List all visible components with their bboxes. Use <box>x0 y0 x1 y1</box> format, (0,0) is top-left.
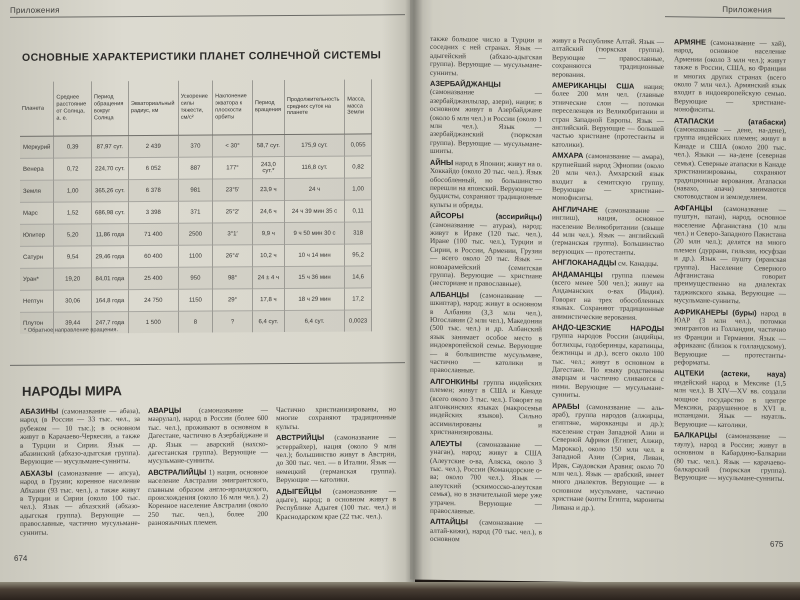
entry-headword: АРАБЫ <box>552 401 580 411</box>
table-footnote: * Обратное направление вращения. <box>24 327 119 334</box>
planet-value-cell: 17,8 ч <box>252 289 284 311</box>
planet-value-cell: 15 ч 36 мин <box>284 266 344 288</box>
encyclopedia-entry <box>430 35 542 79</box>
right-text-column-1 <box>430 35 542 548</box>
planet-value-cell: 8 <box>178 311 212 333</box>
entry-headword: АЦТЕКИ (астеки, науа) <box>674 368 786 380</box>
planet-row <box>20 244 372 268</box>
encyclopedia-entry <box>430 291 542 377</box>
entry-headword: АЛГОНКИНЫ <box>430 376 479 387</box>
entry-headword: АЙНЫ <box>430 157 454 167</box>
entry-headword: АЛЕУТЫ <box>430 438 462 448</box>
planet-value-cell: 24,6 ч <box>252 201 284 223</box>
planet-value-cell: 1,00 <box>345 178 372 200</box>
entry-text: (самоназвание — таулу), народ в России; живут в основном в Кабардино-Балкарии (80 тыс. чел.). Язык — карачаево-балкарский (тюркская группа). Верующие — мусульмане-сунниты. <box>674 432 786 484</box>
encyclopedia-entry <box>552 270 664 322</box>
entry-headword: БАЛКАРЦЫ <box>674 430 718 441</box>
planet-value-cell: 950 <box>178 267 212 289</box>
planet-value-cell: 9,54 <box>54 246 92 268</box>
planet-value-cell: 9,9 ч <box>252 223 284 245</box>
planet-name-cell: Сатурн <box>20 246 54 268</box>
entry-headword: АМЕРИКАНЦЫ США <box>552 80 635 91</box>
encyclopedia-entry <box>674 38 786 115</box>
planet-value-cell: 24 750 <box>128 289 178 311</box>
encyclopedia-entry <box>552 37 664 81</box>
planet-value-cell: 24 ч <box>284 178 344 200</box>
entry-text: народ в Японии; живут на о. Хоккайдо (около 20 тыс. чел.). Язык обособленный, но большинство перешли на японский. Верующие — буддисты, сохраняют традиционные культы и обряды. <box>430 158 543 210</box>
entry-headword: АРМЯНЕ <box>674 37 706 47</box>
entry-text: также большое число в Турции и соседних с ней странах. Язык — адыгейский (абхазо-адыгская группа). Верующие — мусульмане-сунниты. <box>430 34 542 77</box>
planet-value-cell: 10 ч 14 мин <box>284 244 344 266</box>
section-rule <box>10 362 405 366</box>
table-column-header: Экваториальный радиус, км <box>128 81 178 136</box>
planet-name-cell: Меркурий <box>20 136 54 158</box>
encyclopedia-entry <box>674 370 786 430</box>
right-text-column-3 <box>674 38 786 486</box>
planet-row <box>20 178 372 202</box>
planet-value-cell: 247,7 года <box>91 312 128 334</box>
table-header-row <box>20 79 372 136</box>
entry-headword: АДЫГЕЙЦЫ <box>276 486 322 496</box>
entry-headword: АНДО-ЦЕЗСКИЕ НАРОДЫ <box>552 322 664 334</box>
planet-name-cell: Марс <box>20 202 54 224</box>
planet-value-cell: 0,39 <box>54 136 92 158</box>
planet-value-cell: 71 400 <box>128 223 178 245</box>
entry-headword: АЛТАЙЦЫ <box>430 517 468 527</box>
book-spine-shadow <box>405 0 423 585</box>
encyclopedia-entry <box>430 518 542 545</box>
planet-value-cell: 318 <box>345 222 372 244</box>
entry-text: (самоназвание — абаза), народ (в России — 33 тыс. чел., за рубежом — 10 тыс.); в основном живут в Карачаево-Черкесии, а также в Турции и Сирии. Язык — абазинский (абхазо-адыгская группа). Верующие — мусульмане-сунниты. <box>20 407 140 467</box>
planet-value-cell: 24 ч 39 мин 35 с <box>284 200 344 222</box>
planet-value-cell: 10,2 ч <box>252 245 284 267</box>
planet-value-cell: 243,0 сут.* <box>252 157 284 179</box>
table-column-header: Ускорение силы тяжести, см/с² <box>178 81 212 136</box>
running-head-right: Приложения <box>722 4 772 15</box>
planet-value-cell: 19,20 <box>54 268 92 290</box>
encyclopedia-entry <box>276 487 396 521</box>
encyclopedia-entry <box>430 80 542 157</box>
entry-text: индейский народ в Мексике (1,5 млн чел.). В XIV—XV вв. создали мощное государство в центре Мексики, разрушенное в XVI в. испанцами. Язык — науатль. Верующие — католики. <box>674 378 786 430</box>
entry-headword: АЗЕРБАЙДЖАНЦЫ <box>430 78 501 89</box>
planet-value-cell: 9 ч 50 мин 30 с <box>284 222 344 244</box>
planet-value-cell: 95,2 <box>345 244 372 266</box>
planet-row <box>20 134 372 158</box>
planet-value-cell: 177° <box>213 157 253 179</box>
entry-headword: АБХАЗЫ <box>20 468 53 478</box>
planet-value-cell: 14,6 <box>345 266 372 288</box>
planet-value-cell: 25°2′ <box>213 201 253 223</box>
planet-value-cell: 6,4 сут. <box>284 310 344 332</box>
entry-headword: АВСТРИЙЦЫ <box>276 432 325 443</box>
entry-headword: АФРИКАНЕРЫ (буры) <box>674 306 757 317</box>
planet-value-cell: 30,06 <box>54 290 92 312</box>
planet-name-cell: Венера <box>20 158 54 180</box>
planet-value-cell: 60 400 <box>128 245 178 267</box>
table-column-header: Период обращения вокруг Солнца <box>91 81 128 136</box>
entry-headword: АНГЛОКАНАДЦЫ <box>552 257 617 268</box>
entry-headword: АМХАРА <box>552 150 584 161</box>
encyclopedia-entry <box>674 308 786 368</box>
encyclopedia-entry <box>20 469 140 537</box>
entry-text: (самоназвание — атурая), народ; живут в Ираке (120 тыс. чел.), Иране (100 тыс. чел.), Турции и Сирии, в России, Армении, Грузии — всего около 20 тыс. Язык — новоарамейский (семитская группа). Верующие — христиане (несториане и православные). <box>430 220 542 289</box>
left-text-column-3 <box>276 405 396 524</box>
planet-value-cell: 0,82 <box>345 156 372 178</box>
entry-text: (самоназвание — пуштун, патан), народ, основное население Афганистана (10 млн чел.) и Северо-Западного Пакистана (20 млн чел.); делятся на много племен (дуррани, гильзаи, юсуфзаи и др.). Язык — пушту (иранская группа). Население Северного Афганистана говорит преимущественно на диалектах таджикского языка. Верующие — мусульмане-сунниты. <box>674 204 786 306</box>
entry-text: Частично христианизированы, но многие сохраняют традиционные культы. <box>276 405 396 431</box>
page-number-right: 675 <box>770 539 784 549</box>
entry-headword: АВСТРАЛИЙЦЫ <box>148 467 207 477</box>
page-edges <box>0 582 800 600</box>
entry-text: (самоназвание — адыге), народ; в основном живут в Республике Адыгея (100 тыс. чел.) и Краснодарском крае (22 тыс. чел.). <box>276 486 396 521</box>
table-column-header: Продолжительность средних суток на планете <box>284 80 344 135</box>
entry-text: (самоназвание — шкиптар), народ; живут в основном в Албании (3,3 млн чел.), Югославии (2 млн чел.), Македонии (500 тыс. чел.) и др. Албанский язык занимает особое место в индоевропейской семье. Верующие — в большинстве мусульмане, частично — католики и православные. <box>430 291 542 375</box>
encyclopedia-entry <box>674 117 786 203</box>
left-text-column-2 <box>148 406 268 531</box>
encyclopedia-entry <box>552 324 664 401</box>
planet-value-cell: 84,01 года <box>91 268 128 290</box>
entry-text: см. Канадцы. <box>618 259 659 269</box>
entry-text: (самоназвание — эстеррайхер), нация (около 9 млн чел.); большинство живут в Австрии, до 300 тыс. чел. — в Италии. Язык — немецкий (германская группа). Верующие — католики. <box>276 433 396 485</box>
table-title: ОСНОВНЫЕ ХАРАКТЕРИСТИКИ ПЛАНЕТ СОЛНЕЧНОЙ СИСТЕМЫ <box>22 49 382 64</box>
running-head-left: Приложения <box>10 5 60 15</box>
right-page <box>410 0 800 585</box>
planet-value-cell: < 30° <box>213 135 253 157</box>
encyclopedia-entry <box>552 205 664 257</box>
planet-name-cell: Земля <box>20 180 54 202</box>
planet-value-cell: 365,26 сут. <box>91 180 128 202</box>
section-title: НАРОДЫ МИРА <box>22 383 122 399</box>
planet-value-cell: 18 ч 29 мин <box>284 288 344 310</box>
entry-text: (самоназвание — алтай-кижи), народ (70 тыс. чел.), в основном <box>430 518 542 544</box>
encyclopedia-entry <box>430 440 542 517</box>
planet-value-cell: 164,8 года <box>91 290 128 312</box>
entry-headword: АТАПАСКИ (атабаски) <box>674 115 786 127</box>
encyclopedia-entry <box>552 259 664 269</box>
planet-value-cell: 23,9 ч <box>252 179 284 201</box>
planet-name-cell: Уран* <box>20 268 54 290</box>
header-rule-right <box>665 16 785 19</box>
entry-text: (самоназвание — маарулал), народ в России (более 600 тыс. чел.), проживают в основном в Дагестане, частично в Азербайджане и др. Язык — аварский (нахско-дагестанская группа). Верующие — мусульмане-сунниты. <box>148 406 268 466</box>
planet-value-cell: ? <box>213 311 253 333</box>
entry-text: (самоназвание — апсуа), народ в Грузии; коренное население Абхазии (93 тыс. чел.), а также живут в Турции и Сирии (около 100 тыс. чел.). Язык — абхазский (абхазо-адыгская группа). Верующие — православные, частично мусульмане-сунниты. <box>20 468 141 537</box>
planet-value-cell: 0,72 <box>54 158 92 180</box>
encyclopedia-entry <box>148 406 268 466</box>
entry-text: группа народов России (андийцы, ботлихцы, годоберинцы, каратинцы, бежтинцы и др.), всего около 100 тыс. чел.; живут в основном в Дагестане. По языку родственны аварцам и частично сливаются с ними. Верующие — мусульмане-сунниты. <box>552 331 664 400</box>
planet-value-cell: 224,70 сут. <box>91 158 128 180</box>
table-column-header: Наклонение экватора к плоскости орбиты <box>213 80 253 135</box>
entry-text: (самоназвание — хай), народ, основное население Армении (около 3 млн чел.); живут также в России, США, во Франции и многих других странах (всего около 7 млн чел.). Армянский язык входит в индоевропейскую семью. Верующие — христиане-монофиситы. <box>674 38 786 115</box>
entry-headword: АНДАМАНЦЫ <box>552 269 603 279</box>
entry-text: (самоназвание — аль-араб), группа народов (алжирцы, египтяне, марокканцы и др.); население стран Западной Азии и Северной Африки (Египет, Алжир, Марокко), около 150 млн чел. в Западной Азии (Сирия, Ливан, Ирак, Саудовская Аравия; около 70 млн чел.). Язык — арабский, имеет много диалектов. Верующие — в основном мусульмане, частично христиане (копты Египта, марониты Ливана и др.). <box>552 402 664 512</box>
planet-value-cell: 98° <box>213 267 253 289</box>
entry-text: (самоназвание — инглиш), нация, основное население Великобритании (свыше 44 млн чел.). Язык — английский (германская группа). Большинство верующих — протестанты. <box>552 205 664 257</box>
entry-headword: АЙСОРЫ (ассирийцы) <box>430 210 542 222</box>
planet-value-cell: 1,52 <box>54 202 92 224</box>
planet-value-cell: 3°1′ <box>213 223 253 245</box>
planet-value-cell: 87,97 сут. <box>91 136 128 158</box>
entry-text: группа индейских племен; живут в США и Канаде (всего около 3 тыс. чел.). Говорят на алгонкинских языках (макросемья индейских языков). Сильно ассимилированы и христианизированы. <box>430 378 542 437</box>
planet-value-cell: 26°4′ <box>213 245 253 267</box>
planet-value-cell: 0,11 <box>345 200 372 222</box>
encyclopedia-entry <box>552 82 664 151</box>
table-column-header: Среднее расстояние от Солнца, а. е. <box>54 81 92 136</box>
planet-value-cell: 24 ± 4 ч <box>252 267 284 289</box>
planet-value-cell: 25 400 <box>128 267 178 289</box>
encyclopedia-entry <box>148 468 268 528</box>
planet-name-cell: Юпитер <box>20 224 54 246</box>
entry-headword: АНГЛИЧАНЕ <box>552 204 598 214</box>
planet-value-cell: 6 378 <box>128 179 178 201</box>
entry-headword: АФГАНЦЫ <box>674 202 713 213</box>
planet-value-cell: 29° <box>213 289 253 311</box>
planet-value-cell: 0,0023 <box>345 310 372 332</box>
planets-table <box>20 79 372 333</box>
encyclopedia-entry <box>276 405 396 431</box>
planet-value-cell: 370 <box>178 135 212 157</box>
planet-value-cell: 887 <box>178 157 212 179</box>
entry-headword: АЛБАНЦЫ <box>430 289 469 300</box>
planet-row <box>20 288 372 312</box>
encyclopedia-entry <box>430 212 542 289</box>
planet-value-cell: 39,44 <box>54 312 92 334</box>
encyclopedia-entry <box>276 433 396 484</box>
planet-row <box>20 200 372 224</box>
page-number-left: 674 <box>14 553 28 563</box>
header-rule-left <box>10 14 405 18</box>
planet-value-cell: 6,4 сут. <box>252 311 284 333</box>
planet-value-cell: 686,98 сут. <box>91 202 128 224</box>
entry-text: (самоназвание — дене, на-дене), группа индейских племен; живут в Канаде и США (около 200 тыс. чел.). Языки — на-дене (северная семья). Северные атапаски в Канаде христианизированы, сохраняют традиционные верования. Атапаски (навахо, апачи) занимаются скотоводством и земледелием. <box>674 125 786 202</box>
entry-headword: АБАЗИНЫ <box>20 406 59 416</box>
entry-text: 1) нация, основное население Австралии эмигрантского, главным образом англо-ирландского, происхождения (около 16 млн чел.). 2) Коренное население Австралии (около 250 тыс. чел.), более 200 разноязычных племен. <box>148 467 268 528</box>
encyclopedia-entry <box>552 402 664 513</box>
planet-name-cell: Нептун <box>20 290 54 312</box>
table-column-header: Масса, масса Земли <box>345 79 372 134</box>
entry-text: (самоназвание — азербайджанлылар, азери), нация; в основном живут в Азербайджане (около 6 млн чел.) и России (около 1 млн чел.). Язык — азербайджанский (тюркская группа). Верующие — мусульмане-шииты. <box>430 88 542 156</box>
planet-value-cell: 1100 <box>178 245 212 267</box>
planet-name-cell: Плутон <box>20 312 54 334</box>
encyclopedia-entry <box>674 204 786 306</box>
encyclopedia-entry <box>20 407 140 467</box>
planet-row <box>20 266 372 290</box>
planet-value-cell: 0,055 <box>345 134 372 156</box>
planet-row <box>20 222 372 246</box>
entry-text: группа племен (всего менее 500 чел.); живут на Андаманских о-вах (Индия). Говорят на трех обособленных языках. Сохраняют традиционные анимистические верования. <box>552 270 664 322</box>
encyclopedia-entry <box>430 378 542 438</box>
entry-text: (самоназвание — унаган), народ; живут в США (Алеутские о-ва, Аляска, около 3 тыс. чел.), России (Командорские о-ва; около 700 чел.). Язык — алеутский (эскимосско-алеутская семья), но в значительной мере уже утрачен. Верующие — православные. <box>430 440 542 516</box>
encyclopedia-entry <box>674 432 786 484</box>
planet-value-cell: 1,00 <box>54 180 92 202</box>
planet-value-cell: 2 439 <box>128 135 178 157</box>
left-text-column-1 <box>20 407 140 540</box>
table-column-header: Планета <box>20 82 54 137</box>
entry-text: (самоназвание — амара), крупнейший народ Эфиопии (около 20 млн чел.). Амхарский язык входит в семитскую группу. Верующие — христиане-монофиситы. <box>552 152 664 203</box>
right-text-column-2 <box>552 37 664 517</box>
planet-value-cell: 11,86 года <box>91 224 128 246</box>
planet-value-cell: 1 500 <box>128 311 178 333</box>
encyclopedia-entry <box>430 159 542 211</box>
planet-value-cell: 981 <box>178 179 212 201</box>
entry-text: нация; более 200 млн чел. (главные этнические слои — потомки переселенцев из Великобритании и стран Западной Европы. Язык — английский. Верующие — большей частью христиане (протестанты и католики). <box>552 82 665 149</box>
planet-value-cell: 23°5′ <box>213 179 253 201</box>
entry-headword: АВАРЦЫ <box>148 405 182 415</box>
planet-value-cell: 17,2 <box>345 288 372 310</box>
planet-value-cell: 1150 <box>178 289 212 311</box>
planet-value-cell: 371 <box>178 201 212 223</box>
planet-value-cell: 3 398 <box>128 201 178 223</box>
table-column-header: Период вращения <box>252 80 284 135</box>
planet-value-cell: 175,9 сут. <box>284 134 344 156</box>
planet-value-cell: 116,8 сут. <box>284 156 344 178</box>
planet-value-cell: 58,7 сут. <box>252 135 284 157</box>
planet-value-cell: 5,20 <box>54 224 92 246</box>
entry-text: народ в ЮАР (3 млн чел.), потомки эмигрантов из Голландии, частично из Франции и Германии. Язык — африкаанс (близок к голландскому). Верующие — протестанты-реформаты. <box>674 309 786 367</box>
planet-value-cell: 2500 <box>178 223 212 245</box>
planet-value-cell: 29,46 года <box>91 246 128 268</box>
entry-text: живут в Республике Алтай. Язык — алтайский (тюркская группа). Верующие — православные, сохраняются традиционные верования. <box>552 36 664 79</box>
planet-row <box>20 156 372 180</box>
encyclopedia-entry <box>552 152 664 204</box>
planet-value-cell: 6 052 <box>128 157 178 179</box>
